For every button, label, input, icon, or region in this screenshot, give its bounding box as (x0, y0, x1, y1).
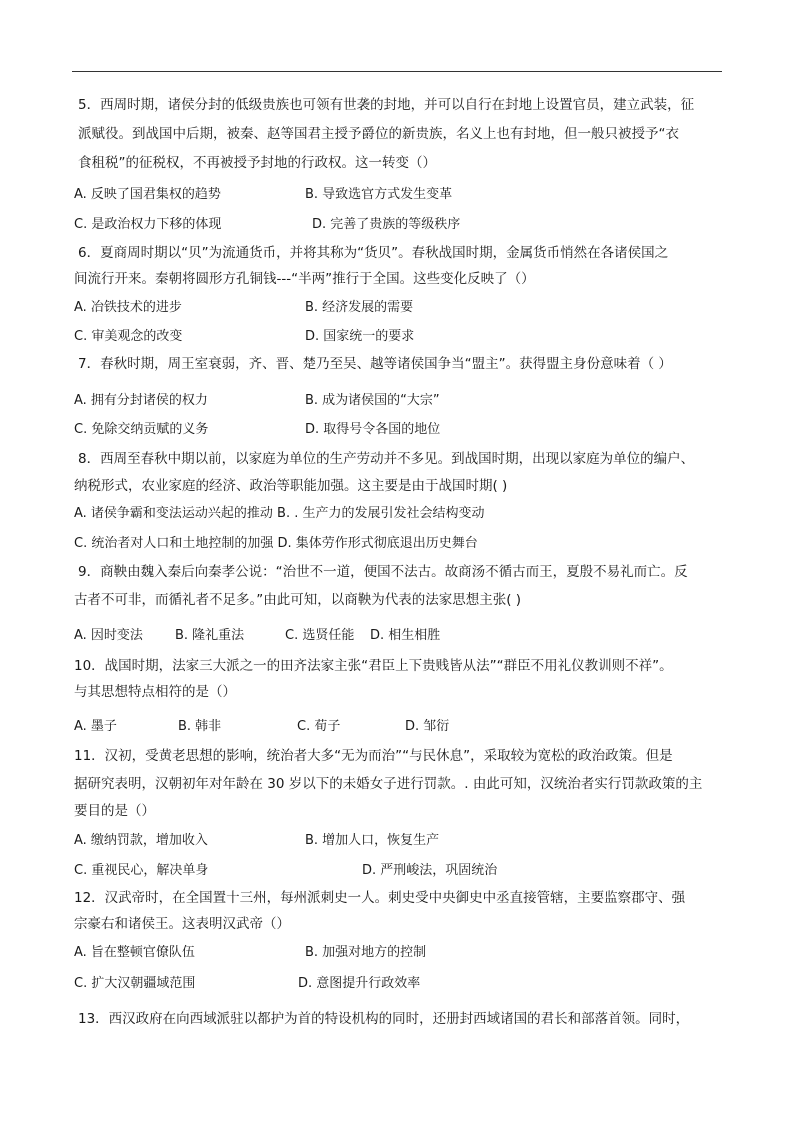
q9-option-b: B. 隆礼重法 (175, 628, 245, 643)
q5-option-c: C. 是政治权力下移的体现 (74, 217, 222, 232)
q6-option-d: D. 国家统一的要求 (305, 329, 415, 344)
q11-line3: 要目的是（） (74, 803, 155, 819)
q6-option-b: B. 经济发展的需要 (305, 300, 414, 315)
q7-line1: 7．春秋时期，周王室衰弱，齐、晋、楚乃至吴、越等诸侯国争当“盟主”。获得盟主身份意味着（ ） (78, 356, 672, 372)
q11-line2: 据研究表明，汉朝初年对年龄在 30 岁以下的未婚女子进行罚款。. 由此可知，汉统治者实行罚款政策的主 (74, 776, 703, 792)
q11-option-d: D. 严刑峻法，巩固统治 (362, 863, 498, 878)
q11-option-b: B. 增加人口，恢复生产 (305, 833, 440, 848)
q8-options-ab: A. 诸侯争霸和变法运动兴起的推动 B. . 生产力的发展引发社会结构变动 (74, 506, 485, 521)
q8-line1: 8．西周至春秋中期以前，以家庭为单位的生产劳动并不多见。到战国时期，出现以家庭为单位的编户、 (78, 451, 695, 467)
q7-option-b: B. 成为诸侯国的“大宗” (305, 393, 440, 408)
q6-line2: 间流行开来。秦朝将圆形方孔铜钱---“半两”推行于全国。这些变化反映了（） (74, 271, 535, 287)
q8-options-cd: C. 统治者对人口和土地控制的加强 D. 集体劳作形式彻底退出历史舞台 (74, 536, 478, 551)
q9-line2: 古者不可非，而循礼者不足多。”由此可知，以商鞅为代表的法家思想主张( ) (74, 592, 522, 608)
q12-line1: 12．汉武帝时，在全国置十三州，每州派刺史一人。刺史受中央御史中丞直接管辖，主要监察郡守、强 (74, 890, 686, 906)
q9-option-a: A. 因时变法 (74, 628, 143, 643)
q10-option-a: A. 墨子 (74, 719, 117, 734)
q5-line3: 食租税”的征税权，不再被授予封地的行政权。这一转变（） (78, 155, 436, 171)
q9-line1: 9．商鞅由魏入秦后向秦孝公说：“治世不一道，便国不法古。故商汤不循古而王，夏殷不易礼而亡。反 (78, 564, 688, 580)
header-rule (72, 71, 722, 72)
q7-option-d: D. 取得号令各国的地位 (305, 422, 441, 437)
q7-option-c: C. 免除交纳贡赋的义务 (74, 422, 209, 437)
q10-line1: 10．战国时期，法家三大派之一的田齐法家主张“君臣上下贵贱皆从法”“群臣不用礼仪教训则不祥”。 (74, 658, 673, 674)
q12-option-b: B. 加强对地方的控制 (305, 945, 427, 960)
q12-option-a: A. 旨在整顿官僚队伍 (74, 945, 195, 960)
q5-option-b: B. 导致选官方式发生变革 (305, 187, 453, 202)
q5-option-d: D. 完善了贵族的等级秩序 (312, 217, 461, 232)
q9-option-d: D. 相生相胜 (370, 628, 441, 643)
q9-option-c: C. 选贤任能 (285, 628, 355, 643)
q5-line2: 派赋役。到战国中后期，被秦、赵等国君主授予爵位的新贵族，名义上也有封地，但一般只被授予“衣 (78, 126, 679, 142)
q10-option-b: B. 韩非 (178, 719, 222, 734)
q5-option-a: A. 反映了国君集权的趋势 (74, 187, 221, 202)
q7-option-a: A. 拥有分封诸侯的权力 (74, 393, 208, 408)
q5-line1: 5．西周时期，诸侯分封的低级贵族也可领有世袭的封地，并可以自行在封地上设置官员，建立武装，征 (78, 97, 695, 113)
q12-option-d: D. 意图提升行政效率 (298, 976, 421, 991)
q10-line2: 与其思想特点相符的是（） (74, 684, 236, 700)
q10-option-d: D. 邹衍 (405, 719, 450, 734)
q11-line1: 11．汉初，受黄老思想的影响，统治者大多“无为而治”“与民休息”，采取较为宽松的政治政策。但是 (74, 748, 673, 764)
q11-option-c: C. 重视民心，解决单身 (74, 863, 209, 878)
q12-line2: 宗豪右和诸侯王。这表明汉武帝（） (74, 916, 290, 932)
q11-option-a: A. 缴纳罚款，增加收入 (74, 833, 208, 848)
q12-option-c: C. 扩大汉朝疆域范围 (74, 976, 196, 991)
q8-line2: 纳税形式，农业家庭的经济、政治等职能加强。这主要是由于战国时期( ) (74, 478, 508, 494)
q13-line1: 13．西汉政府在向西域派驻以都护为首的特设机构的同时，还册封西域诸国的君长和部落首领。同时， (78, 1011, 690, 1027)
q6-option-a: A. 冶铁技术的进步 (74, 300, 182, 315)
q6-line1: 6．夏商周时期以“贝”为流通货币，并将其称为“货贝”。春秋战国时期，金属货币悄然在各诸侯国之 (78, 245, 669, 261)
q10-option-c: C. 荀子 (297, 719, 341, 734)
q6-option-c: C. 审美观念的改变 (74, 329, 183, 344)
